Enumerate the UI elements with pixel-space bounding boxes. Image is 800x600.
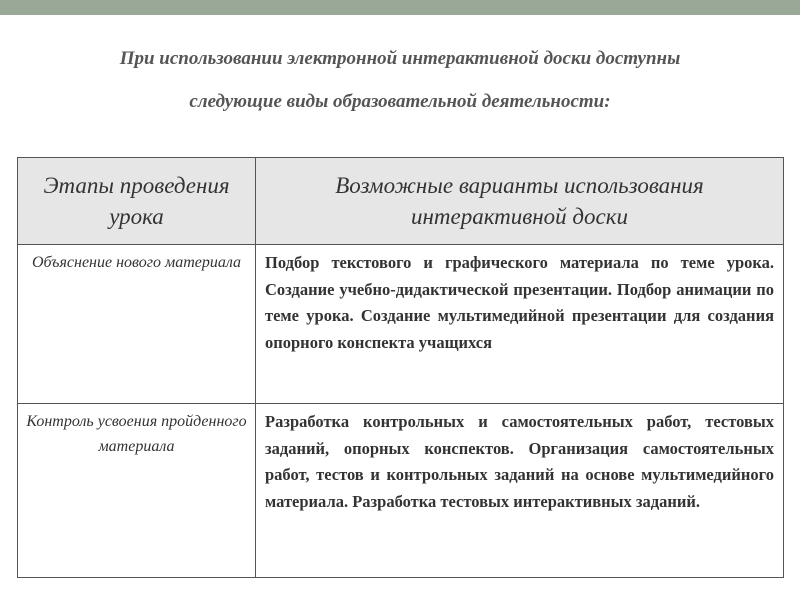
stage-cell-explanation: Объяснение нового материала — [18, 245, 256, 404]
lesson-stages-table — [17, 157, 784, 578]
stage-cell-control: Контроль усвоения пройденного материала — [18, 404, 256, 578]
table-header-row — [18, 158, 784, 245]
table-row — [18, 404, 784, 578]
header-stage: Этапы проведения урока — [18, 158, 256, 245]
header-options: Возможные варианты использования интерактивной доски — [256, 158, 784, 245]
slide-title-line-2: следующие виды образовательной деятельности: — [189, 91, 611, 112]
slide-title-line-1: При использовании электронной интерактивной доски доступны — [119, 48, 681, 69]
table-row — [18, 245, 784, 404]
options-cell-explanation: Подбор текстового и графического материала по теме урока. Создание учебно-дидактической презентации. Подбор анимации по теме урока. Создание мультимедийной презентации для создания опорного конспекта учащихся — [256, 245, 784, 404]
top-decorative-bar — [0, 0, 800, 15]
options-cell-control: Разработка контрольных и самостоятельных работ, тестовых заданий, опорных конспектов. Организация самостоятельных работ, тестов и контрольных заданий на основе мультимедийного материала. Разработка тестовых интерактивных заданий. — [256, 404, 784, 578]
